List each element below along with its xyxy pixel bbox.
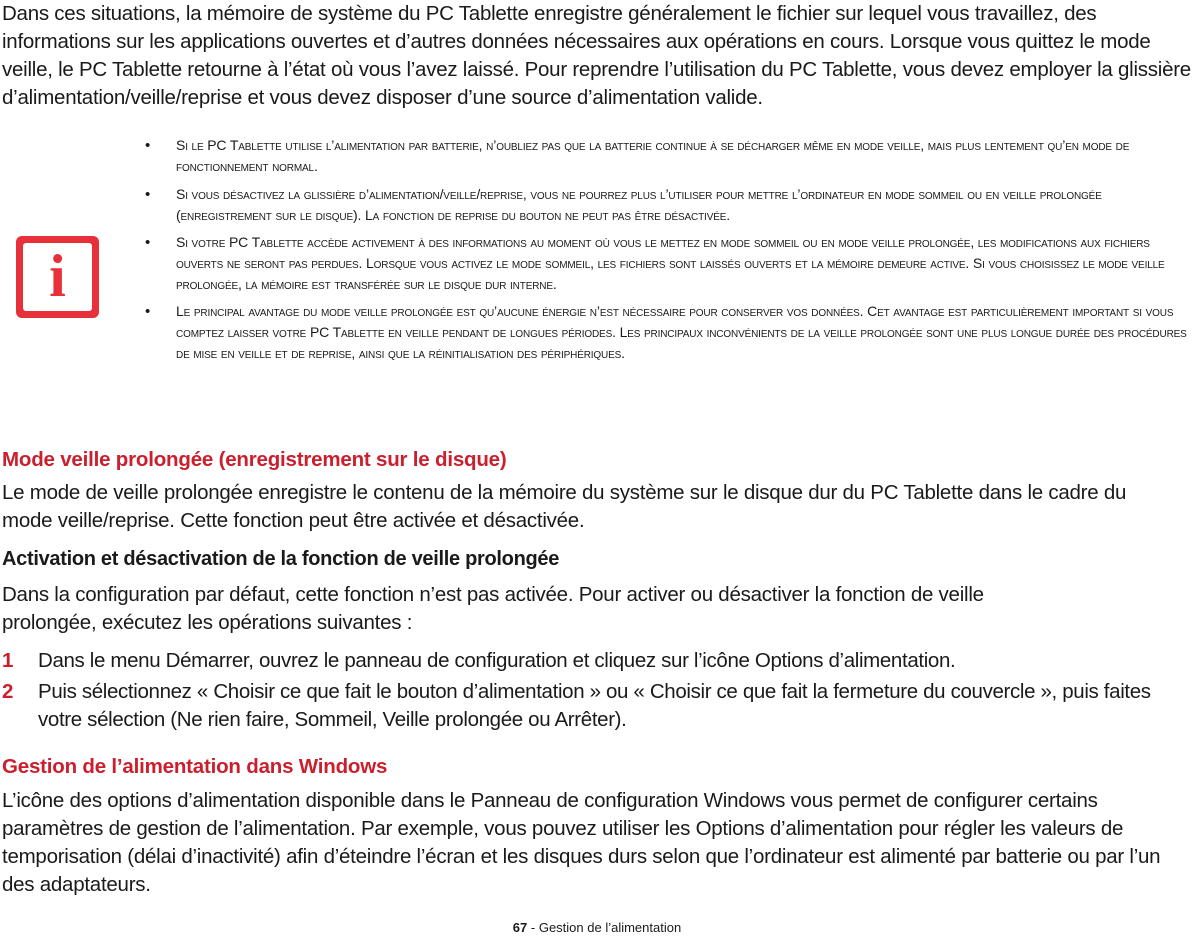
page-footer [0, 920, 1194, 936]
note-text: Si votre PC Tablette accède activement à des informations au moment où vous le mettez en mode sommeil ou en mode veille prolongée, les modifications aux fichiers ouverts ne seront pas perdues. Lorsque vous activez le mode sommeil, les fichiers sont laissés ouverts et la mémoire demeure active. Si vous choisissez le mode veille prolongée, la mémoire est transférée sur le disque dur interne. [176, 234, 1165, 292]
section-title-windows-power: Gestion de l’alimentation dans Windows [2, 755, 388, 778]
footer-separator: - [527, 920, 539, 935]
note-item [145, 232, 1190, 295]
subsection-title-activation: Activation et désactivation de la fonction de veille prolongée [2, 548, 560, 570]
footer-section: Gestion de l’alimentation [538, 920, 682, 935]
notes-list [145, 135, 1190, 370]
info-icon [16, 236, 99, 318]
subsection-activation-text: Dans la configuration par défaut, cette fonction n’est pas activée. Pour activer ou désactiver la fonction de veille prolongée, exécutez les opérations suivantes : [2, 583, 984, 634]
section-hibernate-text: Le mode de veille prolongée enregistre le contenu de la mémoire du système sur le disque dur du PC Tablette dans le cadre du mode veille/reprise. Cette fonction peut être activée et désactivée. [2, 481, 1127, 532]
section-title-hibernate: Mode veille prolongée (enregistrement sur le disque) [2, 448, 507, 471]
step-item [2, 678, 1192, 734]
step-number: 1 [2, 649, 14, 672]
intro-paragraph: Dans ces situations, la mémoire de système du PC Tablette enregistre généralement le fichier sur lequel vous travaillez, des informations sur les applications ouvertes et d’autres données nécessaires aux opérations en cours. Lorsque vous quittez le mode veille, le PC Tablette retourne à l’état où vous l’avez laissé. Pour reprendre l’utilisation du PC Tablette, vous devez employer la glissière d’alimentation/veille/reprise et vous devez disposer d’une source d’alimentation valide. [2, 2, 1191, 109]
info-icon-inner [23, 243, 92, 311]
info-icon-glyph: i [49, 243, 66, 309]
bullet-icon: • [145, 137, 151, 154]
step-text: Puis sélectionnez « Choisir ce que fait le bouton d’alimentation » ou « Choisir ce que fait la fermeture du couvercle », puis faites votre sélection (Ne rien faire, Sommeil, Veille prolongée ou Arrêter). [38, 680, 1151, 731]
step-item [2, 647, 1192, 675]
note-text: Si vous désactivez la glissière d’alimentation/veille/reprise, vous ne pourrez plus l’utiliser pour mettre l’ordinateur en mode sommeil ou en veille prolongée (enregistrement sur le disque). La fonction de reprise du bouton ne peut pas être désactivée. [176, 186, 1102, 223]
bullet-icon: • [145, 303, 151, 320]
step-number: 2 [2, 680, 14, 703]
step-text: Dans le menu Démarrer, ouvrez le panneau de configuration et cliquez sur l’icône Options d’alimentation. [38, 649, 956, 672]
note-text: Le principal avantage du mode veille prolongée est qu’aucune énergie n’est nécessaire pour conserver vos données. Cet avantage est particulièrement important si vous comptez laisser votre PC Tablette en veille pendant de longues périodes. Les principaux inconvénients de la veille prolongée sont une plus longue durée des procédures de mise en veille et de reprise, ainsi que la réinitialisation des périphériques. [176, 303, 1187, 361]
bullet-icon: • [145, 186, 151, 203]
note-text: Si le PC Tablette utilise l’alimentation par batterie, n’oubliez pas que la batterie continue à se décharger même en mode veille, mais plus lentement qu’en mode de fonctionnement normal. [176, 137, 1130, 174]
note-item [145, 135, 1190, 177]
note-item [145, 301, 1190, 364]
section-windows-power-text: L’icône des options d’alimentation disponible dans le Panneau de configuration Windows vous permet de configurer certains paramètres de gestion de l’alimentation. Par exemple, vous pouvez utiliser les Options d’alimentation pour régler les valeurs de temporisation (délai d’inactivité) afin d’éteindre l’écran et les disques durs selon que l’ordinateur est alimenté par batterie ou par l’un des adaptateurs. [2, 789, 1161, 896]
bullet-icon: • [145, 234, 151, 251]
page-number: 67 [512, 920, 528, 935]
note-item [145, 184, 1190, 226]
steps-list [2, 647, 1192, 737]
